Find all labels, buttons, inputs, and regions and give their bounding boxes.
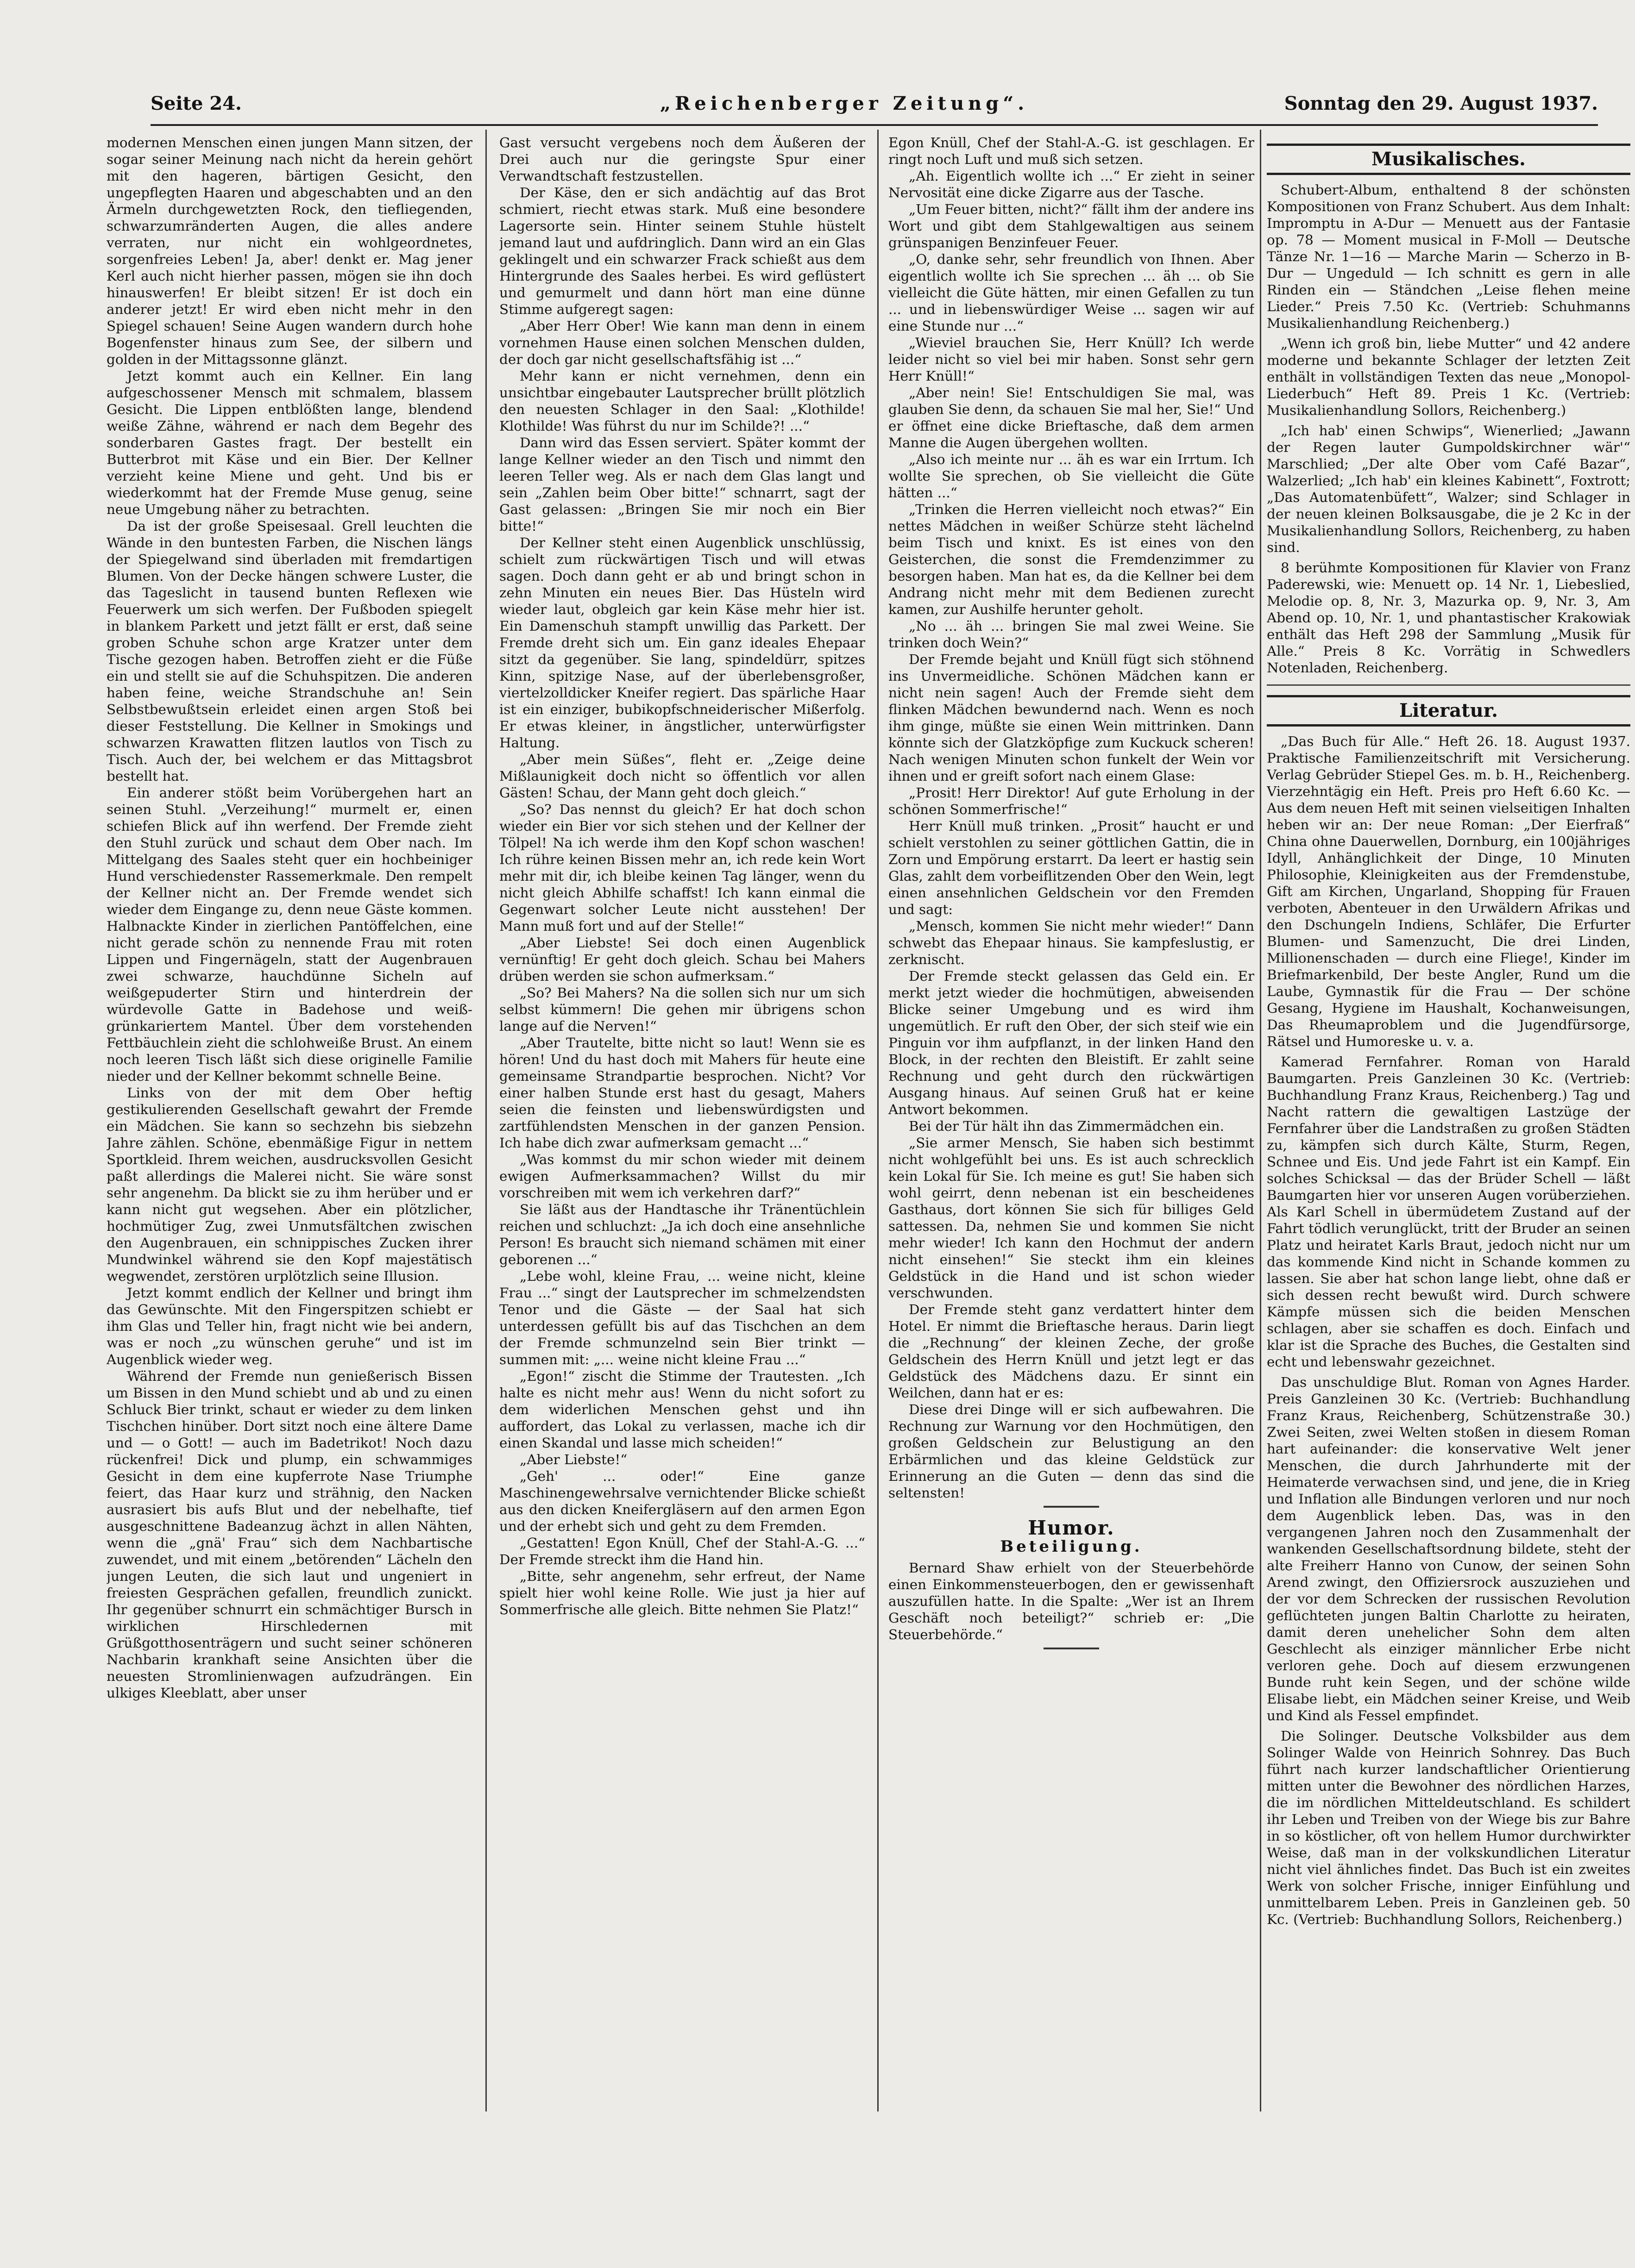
humor-subheading: Beteiligung.	[1000, 1537, 1143, 1556]
paragraph: Herr Knüll muß trinken. „Prosit“ haucht er und schielt verstohlen zu seiner göttlichen Gattin, die in Zorn und Empörung erstarrt. Da leert er hastig sein Glas, zahlt dem vorbeiflitzenden Ober den Wein, legt einen ansehnlichen Geldschein vor den Fremden und sagt:	[888, 818, 1254, 917]
review-entry: 8 berühmte Kompositionen für Klavier von Franz Paderewski, wie: Menuett op. 14 Nr. 1, Liebeslied, Melodie op. 8, Nr. 3, Mazurka op. 9, Nr. 3, Am Abend op. 10, Nr. 1, und phantastischer Krakowiak enthält das Heft 298 der Sammlung „Musik für Alle.“ Preis 8 Kc. Vorrätig in Schwedlers Notenladen, Reichenberg.	[1267, 560, 1630, 676]
column-1	[107, 134, 472, 2102]
paragraph: modernen Menschen einen jungen Mann sitzen, der sogar seiner Meinung nach nicht da herein gehört mit den hageren, bärtigen Gesicht, den ungepflegten Haaren und abgeschabten und an den Ärmeln durchgewetzten Rock, den tiefliegenden, schwarzumränderten Augen, die alles andere verraten, nur nicht ein wohlgeordnetes, sorgenfreies Leben! Ja, aber! denkt er. Mag jener Kerl auch nicht hierher passen, mögen sie ihn doch hinauswerfen! Er bleibt sitzen! Er ist doch ein anderer jetzt! Er wird eben nicht mehr in den Spiegel schauen! Seine Augen wandern durch hohe Bogenfenster hinaus zum See, der silbern und golden in der Mittagssonne glänzt.	[107, 135, 472, 367]
paragraph: „Aber Trautelte, bitte nicht so laut! Wenn sie es hören! Und du hast doch mit Mahers für heute eine gemeinsame Strandpartie besprochen. Nicht? Vor einer halben Stunde erst hast du gesagt, Mahers seien die feinsten und liebenswürdigsten und zartfühlendsten Menschen in der ganzen Pension. Ich habe dich zwar aufmerksam gemacht ...“	[499, 1035, 865, 1151]
paragraph: Egon Knüll, Chef der Stahl-A.-G. ist geschlagen. Er ringt noch Luft und muß sich setzen.	[888, 135, 1254, 167]
paragraph: „Egon!“ zischt die Stimme der Trautesten. „Ich halte es nicht mehr aus! Wenn du nicht sofort zu dem widerlichen Menschen gehst und ihn auffordert, das Lokal zu verlassen, mache ich dir einen Skandal und lasse mich scheiden!“	[499, 1368, 865, 1451]
paragraph: „O, danke sehr, sehr freundlich von Ihnen. Aber eigentlich wollte ich Sie sprechen ... äh ... ob Sie vielleicht die Güte hätten, mir einen Gefallen zu tun ... und in liebenswürdiger Weise ... sagen wir auf eine Stunde nur ...“	[888, 251, 1254, 334]
review-entry: „Ich hab' einen Schwips“, Wienerlied; „Jawann der Regen lauter Gumpoldskirchner wär'“ Marschlied; „Der alte Ober vom Café Bazar“, Walzerlied; „Ich hab' ein kleines Kabinett“, Foxtrott; „Das Automatenbüfett“, Walzer; sind Schlager in der neuen kleinen Bolksausgabe, die je 2 Kc in der Musikalienhandlung Sollors, Reichenberg, zu haben sind.	[1267, 423, 1630, 555]
review-entry: „Das Buch für Alle.“ Heft 26. 18. August 1937. Praktische Familienzeitschrift mit Versicherung. Verlag Gebrüder Stiepel Ges. m. b. H., Reichenberg. Vierzehntägig ein Heft. Preis pro Heft 6.60 Kc. — Aus dem neuen Heft mit seinen vielseitigen Inhalten heben wir an: Der neue Roman: „Der Eierfraß“ China ohne Dauerwellen, Dornburg, ein 100jähriges Idyll, Anhänglichkeit der Dinge, 10 Minuten Philosophie, Kleinigkeiten aus der Fremdenstube, Gift am Kirchen, Ungarland, Shopping für Frauen verboten, Abenteuer in den Urwäldern Afrikas und den Dschungeln Indiens, Schläfer, Die Erfurter Blumen- und Samenzucht, Die drei Linden, Millionenschaden — durch eine Fliege!, Kinder im Briefmarkenbild, Der beste Angler, Rund um die Laube, Gymnastik für die Frau — Der schöne Gesang, Hygiene im Haushalt, Kochanweisungen, Das Rheumaproblem und die Jugendfürsorge, Rätsel und Humoreske u. v. a.	[1267, 733, 1630, 1049]
paragraph: Jetzt kommt endlich der Kellner und bringt ihm das Gewünschte. Mit den Fingerspitzen schiebt er ihm Glas und Teller hin, fragt nicht wie bei andern, was er noch „zu wünschen geruhe“ und ist im Augenblick wieder weg.	[107, 1285, 472, 1367]
paragraph: „Wieviel brauchen Sie, Herr Knüll? Ich werde leider nicht so viel bei mir haben. Sonst sehr gern Herr Knüll!“	[888, 335, 1254, 384]
paragraph: „Prosit! Herr Direktor! Auf gute Erholung in der schönen Sommerfrische!“	[888, 785, 1254, 817]
paragraph: Dann wird das Essen serviert. Später kommt der lange Kellner wieder an den Tisch und nimmt den leeren Teller weg. Als er nach dem Glas langt und sein „Zahlen beim Ober bitte!“ schnarrt, sagt der Gast gelassen: „Bringen Sie mir noch ein Bier bitte!“	[499, 435, 865, 534]
paragraph: „No ... äh ... bringen Sie mal zwei Weine. Sie trinken doch Wein?“	[888, 618, 1254, 651]
paragraph: Jetzt kommt auch ein Kellner. Ein lang aufgeschossener Mensch mit schmalem, blassem Gesicht. Die Lippen entblößten lange, blendend weiße Zähne, während er nach dem Begehr des sonderbaren Gastes fragt. Der bestellt ein Butterbrot mit Käse und ein Bier. Der Kellner verzieht keine Miene und geht. Und bis er wiederkommt hat der Fremde Muse genug, seine neue Umgebung näher zu betrachten.	[107, 368, 472, 517]
paragraph: Der Kellner steht einen Augenblick unschlüssig, schielt zum rückwärtigen Tisch und will etwas sagen. Doch dann geht er ab und bringt schon in zehn Minuten ein neues Bier. Das Hüsteln wird wieder laut, obgleich gar kein Käse mehr hier ist. Ein Damenschuh stampft unwillig das Parkett. Der Fremde dreht sich um. Ein ganz ideales Ehepaar sitzt da gegenüber. Sie lang, spindeldürr, spitzes Kinn, spitzige Nase, auf der überlebensgroßer, viertelzolldicker Kneifer regiert. Das spärliche Haar ist ein einziger, bubikopfschneiderischer Mißerfolg. Er etwas kleiner, in ängstlicher, unterwürfigster Haltung.	[499, 535, 865, 751]
header-rule	[151, 124, 1598, 126]
review-entry: „Wenn ich groß bin, liebe Mutter“ und 42 andere moderne und bekannte Schlager der letzten Zeit enthält in vollständigen Texten das neue „Monopol-Liederbuch“ Heft 89. Preis 1 Kc. (Vertrieb: Musikalienhandlung Sollors, Reichenberg.)	[1267, 336, 1630, 418]
paragraph: „Aber Liebste!“	[520, 1452, 628, 1467]
paragraph: Mehr kann er nicht vernehmen, denn ein unsichtbar eingebauter Lautsprecher brüllt plötzlich den neuesten Schlager in den Saal: „Klothilde! Klothilde! Was führst du nur im Schilde?! ...“	[499, 368, 865, 434]
column-divider	[877, 130, 879, 2111]
literature-heading: Literatur.	[1267, 695, 1630, 727]
review-entry: Das unschuldige Blut. Roman von Agnes Harder. Preis Ganzleinen 30 Kc. (Vertrieb: Buchhandlung Franz Kraus, Reichenberg, Schützenstraße 30.) Zwei Seiten, zwei Welten stoßen in diesem Roman hart aufeinander: die konservative Welt jener Menschen, die durch Jahrhunderte mit der Heimaterde verwachsen sind, und jene, die in Krieg und Inflation alle Bindungen verloren und nur noch dem Augenblick leben. Das, was in den vergangenen Jahren noch den Zusammenhalt der wankenden Gesellschaftsordnung bildete, steht der alte Freiherr Hanno von Cunow, der seinen Sohn Arend zwingt, den Offiziersrock auszuziehen und der vor dem Schrecken der russischen Revolution geflüchteten jungen Baltin Charlotte zu heiraten, damit deren unehelicher Sohn dem alten Geschlecht als einziger männlicher Erbe nicht verloren gehe. Doch auf diesem erzwungenen Bunde ruht kein Segen, und der schöne wilde Elisabe liebt, ein Mädchen seiner Kreise, und Weib und Kind als Fessel empfindet.	[1267, 1374, 1630, 1723]
paragraph: „Aber nein! Sie! Entschuldigen Sie mal, was glauben Sie denn, da schauen Sie mal her, Sie!“ Und er öffnet eine dicke Brieftasche, daß dem armen Manne die Augen übergehen wollten.	[888, 385, 1254, 451]
issue-date: Sonntag den 29. August 1937.	[1284, 93, 1598, 114]
paragraph: „Aber Herr Ober! Wie kann man denn in einem vornehmen Hause einen solchen Menschen dulden, der doch gar nicht gesellschaftsfähig ist ...“	[499, 318, 865, 367]
paragraph: „Ah. Eigentlich wollte ich ...“ Er zieht in seiner Nervosität eine dicke Zigarre aus der Tasche.	[888, 168, 1254, 200]
newspaper-title: „Reichenberger Zeitung“.	[660, 93, 1029, 114]
column-2	[499, 134, 865, 2102]
paragraph: „Mensch, kommen Sie nicht mehr wieder!“ Dann schwebt das Ehepaar hinaus. Sie kampfeslustig, er zerknischt.	[888, 918, 1254, 967]
paragraph: Links von der mit dem Ober heftig gestikulierenden Gesellschaft gewahrt der Fremde ein Mädchen. Sie kann so sechzehn bis siebzehn Jahre zählen. Schöne, ebenmäßige Figur in nettem Sportkleid. Ihrem weichen, ausdrucksvollen Gesicht paßt allerdings die Malerei nicht. Sie wäre sonst sehr angenehm. Da blickt sie zu ihm herüber und er kann nicht gut wegsehen. Aber ein plötzlicher, hochmütiger Zug, zwei Unmutsfältchen zwischen den Augenbrauen, ein schnippisches Zucken ihrer Mundwinkel während sie den Kopf majestätisch wegwendet, zerstören urplötzlich seine Illusion.	[107, 1085, 472, 1284]
section-separator	[1267, 684, 1630, 686]
paragraph: „Gestatten! Egon Knüll, Chef der Stahl-A.-G. ...“ Der Fremde streckt ihm die Hand hin.	[499, 1535, 865, 1567]
column-4-reviews	[1267, 139, 1630, 2107]
review-entry: Kamerad Fernfahrer. Roman von Harald Baumgarten. Preis Ganzleinen 30 Kc. (Vertrieb: Buchhandlung Franz Kraus, Reichenberg.) Tag und Nacht rattern die gewaltigen Lastzüge der Fernfahrer über die Landstraßen zu großen Städten zu, kämpfen sich durch Kälte, Sturm, Regen, Schnee und Eis. Und jede Fahrt ist ein Kampf. Ein solches Schicksal — das der Brüder Schell — läßt Baumgarten hier vor unseren Augen vorüberziehen. Als Karl Schell in übermüdetem Zustand auf der Fahrt tödlich verunglückt, tritt der Bruder an seinen Platz und heiratet Karls Braut, jedoch nicht nur um das kommende Kind nicht in Schande kommen zu lassen. Sie aber hat schon lange liebt, ohne daß er sich dessen recht bewußt wird. Durch schwere Kämpfe müssen sich die beiden Menschen schlagen, aber sie schaffen es doch. Einfach und klar ist die Sprache des Buches, die Gestalten sind echt und lebenswahr gezeichnet.	[1267, 1054, 1630, 1370]
humor-heading: Humor.	[1028, 1516, 1115, 1539]
paragraph: Während der Fremde nun genießerisch Bissen um Bissen in den Mund schiebt und ab und zu einen Schluck Bier trinkt, schaut er wieder zu dem linken Tischchen hinüber. Dort sitzt noch eine ältere Dame und — o Gott! — auch im Badetrikot! Noch dazu rückenfrei! Dick und plump, ein schwammiges Gesicht in dem eine kupferrote Nase Triumphe feiert, das Haar kurz und strähnig, den Nacken ausrasiert bis aufs Blut und der nebelhafte, tief ausgeschnittene Badeanzug ächzt in allen Nähten, wenn die „gnä' Frau“ sich dem Nachbartische zuwendet, und mit einem „betörenden“ Lächeln den jungen Leuten, die sich laut und ungeniert in freiesten Gesprächen gefallen, freundlich zunickt. Ihr gegenüber schnurrt ein schmächtiger Bursch in wirklichen Hirschledernen mit Grüßgotthosenträgern und sucht seiner schöneren Nachbarin krankhaft seine Ansichten über die neuesten Stromlinienwagen aufzudrängen. Ein ulkiges Kleeblatt, aber unser	[107, 1368, 472, 1701]
paragraph: „So? Das nennst du gleich? Er hat doch schon wieder ein Bier vor sich stehen und der Kellner der Tölpel! Na ich werde ihm den Kopf schon waschen! Ich rühre keinen Bissen mehr an, ich rede kein Wort mehr mit dir, ich bleibe keinen Tag länger, wenn du nicht gleich Abhilfe schaffst! Ich kann einmal die Gegenwart solcher Leute nicht ausstehen! Der Mann muß fort und auf der Stelle!“	[499, 802, 865, 934]
paragraph: Ein anderer stößt beim Vorübergehen hart an seinen Stuhl. „Verzeihung!“ murmelt er, einen schiefen Blick auf ihn werfend. Der Fremde zieht den Stuhl zurück und schaut dem Ober nach. Im Mittelgang des Saales steht quer ein hochbeiniger Hund verschiedenster Rassemerkmale. Den rempelt der Kellner nicht an. Der Fremde wendet sich wieder dem Eingange zu, denn neue Gäste kommen. Halbnackte Kinder in zierlichen Pantöffelchen, eine nicht gerade schön zu nennende Frau mit roten Lippen und Fingernägeln, statt der Augenbrauen zwei schwarze, hauchdünne Sicheln auf weißgepuderter Stirn und hinterdrein der würdevolle Gatte in Badehose und weiß-grünkariertem Mantel. Über dem vorstehenden Fettbäuchlein zieht die schlohweiße Brust. An einem noch leeren Tisch läßt sich diese originelle Familie nieder und der Kellner bekommt schnelle Beine.	[107, 785, 472, 1084]
paragraph: Der Fremde bejaht und Knüll fügt sich stöhnend ins Unvermeidliche. Schönen Mädchen kann er nicht nein sagen! Auch der Fremde sieht dem flinken Mädchen bewundernd nach. Wenn es noch ihm ginge, müßte sie einen Wein mittrinken. Dann könnte sich der Glatzköpfige zum Kuckuck scheren! Nach wenigen Minuten schon funkelt der Wein vor ihnen und er greift sofort nach einem Glase:	[888, 652, 1254, 784]
section-rule	[1044, 1506, 1099, 1508]
column-divider	[485, 130, 487, 2111]
paragraph: „Also ich meinte nur ... äh es war ein Irrtum. Ich wollte Sie sprechen, ob Sie vielleicht die Güte hätten ...“	[888, 451, 1254, 501]
paragraph: Sie läßt aus der Handtasche ihr Tränentüchlein reichen und schluchzt: „Ja ich doch eine ansehnliche Person! Es braucht sich niemand schämen mit einer geborenen ...“	[499, 1202, 865, 1267]
review-entry: Schubert-Album, enthaltend 8 der schönsten Kompositionen von Franz Schubert. Aus dem Inhalt: Impromptu in A-Dur — Menuett aus der Fantasie op. 78 — Moment musical in F-Moll — Deutsche Tänze Nr. 1—16 — Marche Marin — Scherzo in B-Dur — Ungeduld — Ich schnitt es gern in alle Rinden ein — Ständchen „Leise flehen meine Lieder.“ Preis 7.50 Kc. (Vertrieb: Schuhmanns Musikalienhandlung Reichenberg.)	[1267, 182, 1630, 331]
paragraph: „Was kommst du mir schon wieder mit deinem ewigen Aufmerksammachen? Willst du mir vorschreiben mit wem ich verkehren darf?“	[499, 1152, 865, 1201]
paragraph: „Um Feuer bitten, nicht?“ fällt ihm der andere ins Wort und gibt dem Stahlgewaltigen aus seinem grünspanigen Benzinfeuer Feuer.	[888, 201, 1254, 251]
paragraph: Da ist der große Speisesaal. Grell leuchten die Wände in den buntesten Farben, die Nischen längs der Spiegelwand sind überladen mit fremdartigen Blumen. Von der Decke hängen schwere Luster, die das Tageslicht in tausend bunten Reflexen wie Feuerwerk um sich werfen. Der Fußboden spiegelt in blankem Parkett und jetzt fällt er erst, daß seine groben Schuhe schon arge Kratzer unter dem Tische gezogen haben. Betroffen zieht er die Füße ein und stellt sie auf die Schuhspitzen. Die anderen haben feine, weiche Strandschuhe an! Sein Selbstbewußtsein erleidet einen argen Stoß bei dieser Feststellung. Die Kellner in Smokings und schwarzen Krawatten flitzen lautlos von Tisch zu Tisch. Auch der, bei welchem er das Mittagsbrot bestellt hat.	[107, 518, 472, 784]
paragraph: Der Käse, den er sich andächtig auf das Brot schmiert, riecht etwas stark. Muß eine besondere Lagersorte sein. Hinter seinem Stuhle hüstelt jemand laut und aufdringlich. Dann wird an ein Glas geklingelt und ein schwarzer Frack schießt aus dem Hintergrunde des Saales herbei. Es wird geflüstert und gemurmelt und dann hört man eine dünne Stimme aufgeregt sagen:	[499, 185, 865, 317]
paragraph: „So? Bei Mahers? Na die sollen sich nur um sich selbst kümmern! Die gehen mir übrigens schon lange auf die Nerven!“	[499, 985, 865, 1034]
paragraph: „Geh' ... oder!“ Eine ganze Maschinengewehrsalve vernichtender Blicke schießt aus den dicken Kneifergläsern auf den armen Egon und der erhebt sich und geht zu dem Fremden.	[499, 1468, 865, 1534]
page-header	[151, 93, 1598, 120]
column-3	[888, 134, 1254, 2102]
paragraph: Der Fremde steckt gelassen das Geld ein. Er merkt jetzt wieder die hochmütigen, abweisenden Blicke seiner Umgebung und es wird ihm ungemütlich. Er ruft den Ober, der sich steif wie ein Pinguin vor ihm aufpflanzt, in der linken Hand den Block, in der rechten den Bleistift. Er zahlt seine Rechnung und geht durch den rückwärtigen Ausgang hinaus. Auf seinen Gruß hat er keine Antwort bekommen.	[888, 968, 1254, 1117]
music-heading: Musikalisches.	[1267, 144, 1630, 175]
paragraph: Bei der Tür hält ihn das Zimmermädchen ein.	[909, 1118, 1224, 1134]
paragraph: „Aber mein Süßes“, fleht er. „Zeige deine Mißlaunigkeit doch nicht so öffentlich vor allen Gästen! Schau, der Mann geht doch gleich.“	[499, 752, 865, 801]
paragraph: Bernard Shaw erhielt von der Steuerbehörde einen Einkommensteuerbogen, den er gewissenhaft auszufüllen hatte. In die Spalte: „Wer ist an Ihrem Geschäft noch beteiligt?“ schrieb er: „Die Steuerbehörde.“	[888, 1560, 1254, 1642]
paragraph: „Bitte, sehr angenehm, sehr erfreut, der Name spielt hier wohl keine Rolle. Wie just ja hier auf Sommerfrische alle gleich. Bitte nehmen Sie Platz!“	[499, 1568, 865, 1617]
paragraph: „Aber Liebste! Sei doch einen Augenblick vernünftig! Er geht doch gleich. Schau bei Mahers drüben werden sie schon aufmerksam.“	[499, 935, 865, 984]
paragraph: Der Fremde steht ganz verdattert hinter dem Hotel. Er nimmt die Brieftasche heraus. Darin liegt die „Rechnung“ der kleinen Zeche, der große Geldschein des Herrn Knüll und jetzt legt er das Geldstück des Mädchens dazu. Er sinnt ein Weilchen, dann hat er es:	[888, 1302, 1254, 1401]
paragraph: Gast versucht vergebens noch dem Äußeren der Drei auch nur die geringste Spur einer Verwandtschaft festzustellen.	[499, 135, 865, 184]
paragraph: „Sie armer Mensch, Sie haben sich bestimmt nicht wohlgefühlt bei uns. Es ist auch schrecklich kein Lokal für Sie. Ich meine es gut! Sie haben sich wohl geirrt, denn nebenan ist ein bescheidenes Gasthaus, dort können Sie sich für billiges Geld sattessen. Da, nehmen Sie und kommen Sie nicht mehr wieder! Ich kann den Hochmut der andern nicht einsehen!“ Sie steckt ihm ein kleines Geldstück in die Hand und ist schon wieder verschwunden.	[888, 1135, 1254, 1301]
paragraph: Diese drei Dinge will er sich aufbewahren. Die Rechnung zur Warnung vor den Hochmütigen, den großen Geldschein zur Belustigung an den Erbärmlichen und das kleine Geldstück zur Erinnerung an die Guten — denn das sind die seltensten!	[888, 1402, 1254, 1501]
paragraph: „Trinken die Herren vielleicht noch etwas?“ Ein nettes Mädchen in weißer Schürze steht lächelnd beim Tisch und knixt. Es ist eines von den Geisterchen, die sonst die Fremdenzimmer zu besorgen haben. Man hat es, da die Kellner bei dem Andrang nicht mehr mit dem Bedienen zurecht kamen, zur Aushilfe herunter geholt.	[888, 501, 1254, 617]
review-entry: Die Solinger. Deutsche Volksbilder aus dem Solinger Walde von Heinrich Sohnrey. Das Buch führt nach kurzer landschaftlicher Orientierung mitten unter die Bewohner des nördlichen Harzes, die im nördlichen Mitteldeutschland. Es schildert ihr Leben und Treiben von der Wiege bis zur Bahre in so köstlicher, oft von hellem Humor durchwirkter Weise, daß man in der volkskundlichen Literatur nicht viel ähnliches findet. Das Buch ist ein zweites Werk von solcher Frische, inniger Einfühlung und unmittelbarem Leben. Preis in Ganzleinen geb. 50 Kc. (Vertrieb: Buchhandlung Sollors, Reichenberg.)	[1267, 1728, 1630, 1927]
column-divider	[1260, 130, 1261, 2111]
paragraph: „Lebe wohl, kleine Frau, ... weine nicht, kleine Frau ...“ singt der Lautsprecher im schmelzendsten Tenor und die Gäste — der Saal hat sich unterdessen gefüllt bis auf das Tischchen an dem der Fremde schmunzelnd sein Bier trinkt — summen mit: „... weine nicht kleine Frau ...“	[499, 1268, 865, 1367]
page-number: Seite 24.	[151, 93, 242, 114]
section-rule	[1044, 1648, 1099, 1649]
